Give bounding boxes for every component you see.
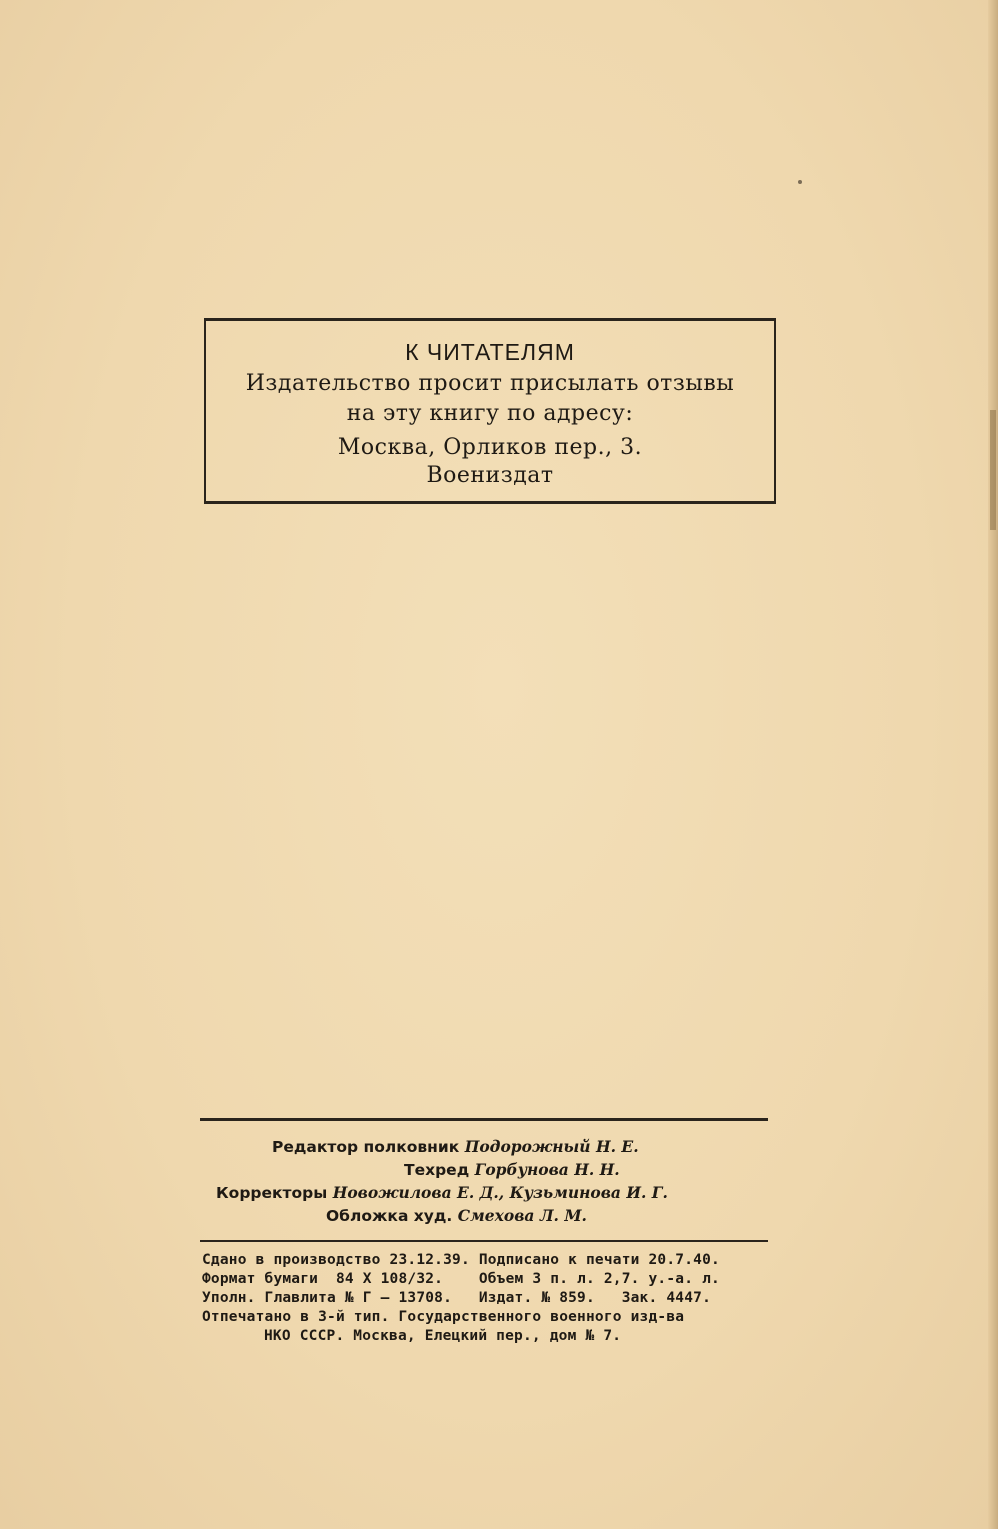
imprint-line: Формат бумаги 84 X 108/32. Объем 3 п. л. 2,7. у.-а. л.	[202, 1271, 720, 1287]
reader-notice-box	[204, 318, 776, 504]
imprint-line: Уполн. Главлита № Г — 13708. Издат. № 859. Зак. 4447.	[202, 1290, 711, 1306]
imprint-line: Отпечатано в 3-й тип. Государственного военного изд-ва	[202, 1309, 685, 1325]
credit-label: Редактор полковник	[272, 1138, 460, 1156]
credit-techeditor	[404, 1160, 620, 1179]
notice-publisher: Воениздат	[426, 463, 554, 488]
paper-speck	[798, 180, 802, 184]
imprint-rule	[200, 1240, 768, 1242]
notice-line: на эту книгу по адресу:	[346, 401, 634, 426]
credit-label: Корректоры	[216, 1184, 328, 1202]
page-edge-mark	[990, 410, 996, 530]
credit-name: Горбунова Н. Н.	[474, 1160, 620, 1179]
credit-label: Обложка худ.	[326, 1207, 453, 1225]
credit-name: Новожилова Е. Д., Кузьминова И. Г.	[332, 1183, 668, 1202]
credit-name: Смехова Л. М.	[457, 1206, 587, 1225]
credit-proofreaders	[216, 1183, 668, 1202]
notice-title: К ЧИТАТЕЛЯМ	[405, 339, 575, 365]
imprint-line: НКО СССР. Москва, Елецкий пер., дом № 7.	[264, 1328, 622, 1344]
notice-line: Издательство просит присылать отзывы	[245, 371, 735, 396]
credit-cover	[326, 1206, 587, 1225]
page-edge	[988, 0, 998, 1529]
credit-name: Подорожный Н. Е.	[464, 1137, 639, 1156]
imprint-line: Сдано в производство 23.12.39. Подписано к печати 20.7.40.	[202, 1252, 720, 1268]
credit-editor	[272, 1137, 639, 1156]
credit-label: Техред	[404, 1161, 470, 1179]
notice-address: Москва, Орликов пер., 3.	[337, 435, 643, 460]
credits-top-rule	[200, 1118, 768, 1121]
